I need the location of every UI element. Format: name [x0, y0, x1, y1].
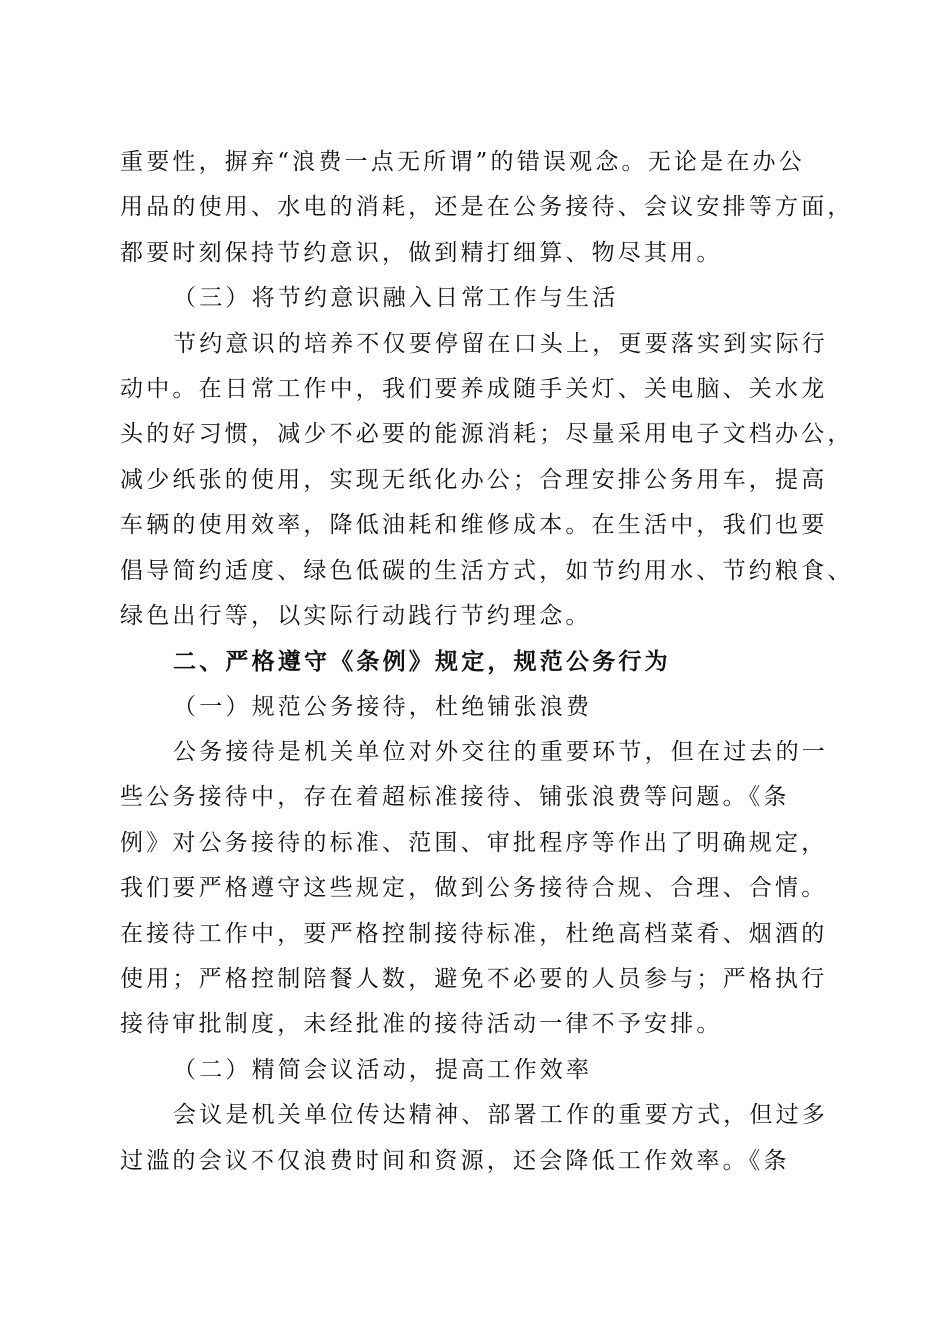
- document-body: [120, 140, 854, 1184]
- subsection-heading: （二）精简会议活动，提高工作效率: [173, 1056, 593, 1083]
- section-heading: 二、严格遵守《条例》规定，规范公务行为: [173, 648, 671, 676]
- body-line: 过滥的会议不仅浪费时间和资源，还会降低工作效率。《条: [120, 1147, 790, 1174]
- body-line: 例》对公务接待的标准、范围、审批程序等作出了明确规定，: [120, 829, 828, 856]
- body-line: 车辆的使用效率，降低油耗和维修成本。在生活中，我们也要: [120, 512, 828, 539]
- body-line: 用品的使用、水电的消耗，还是在公务接待、会议安排等方面，: [120, 194, 854, 221]
- body-line: 减少纸张的使用，实现无纸化办公；合理安排公务用车，提高: [120, 466, 828, 493]
- body-line: 绿色出行等，以实际行动践行节约理念。: [120, 602, 592, 629]
- body-line: 都要时刻保持节约意识，做到精打细算、物尽其用。: [120, 239, 723, 266]
- subsection-heading: （一）规范公务接待，杜绝铺张浪费: [173, 693, 593, 720]
- body-line: 使用；严格控制陪餐人数，避免不必要的人员参与；严格执行: [120, 966, 828, 993]
- body-line: 重要性，摒弃“浪费一点无所谓”的错误观念。无论是在办公: [120, 149, 805, 175]
- body-line: 些公务接待中，存在着超标准接待、铺张浪费等问题。《条: [120, 784, 790, 811]
- paragraph-first-line: 公务接待是机关单位对外交往的重要环节，但在过去的一: [173, 739, 828, 766]
- body-line: 动中。在日常工作中，我们要养成随手关灯、关电脑、关水龙: [120, 375, 828, 402]
- paragraph-first-line: 会议是机关单位传达精神、部署工作的重要方式，但过多: [173, 1102, 828, 1129]
- body-line: 在接待工作中，要严格控制接待标准，杜绝高档菜肴、烟酒的: [120, 920, 828, 947]
- body-line: 我们要严格遵守这些规定，做到公务接待合规、合理、合情。: [120, 875, 828, 902]
- body-line: 接待审批制度，未经批准的接待活动一律不予安排。: [120, 1011, 723, 1038]
- body-line: 头的好习惯，减少不必要的能源消耗；尽量采用电子文档办公，: [120, 421, 854, 448]
- paragraph-first-line: 节约意识的培养不仅要停留在口头上，更要落实到实际行: [173, 330, 828, 357]
- body-line: 倡导简约适度、绿色低碳的生活方式，如节约用水、节约粮食、: [120, 557, 854, 584]
- subsection-heading: （三）将节约意识融入日常工作与生活: [173, 285, 619, 312]
